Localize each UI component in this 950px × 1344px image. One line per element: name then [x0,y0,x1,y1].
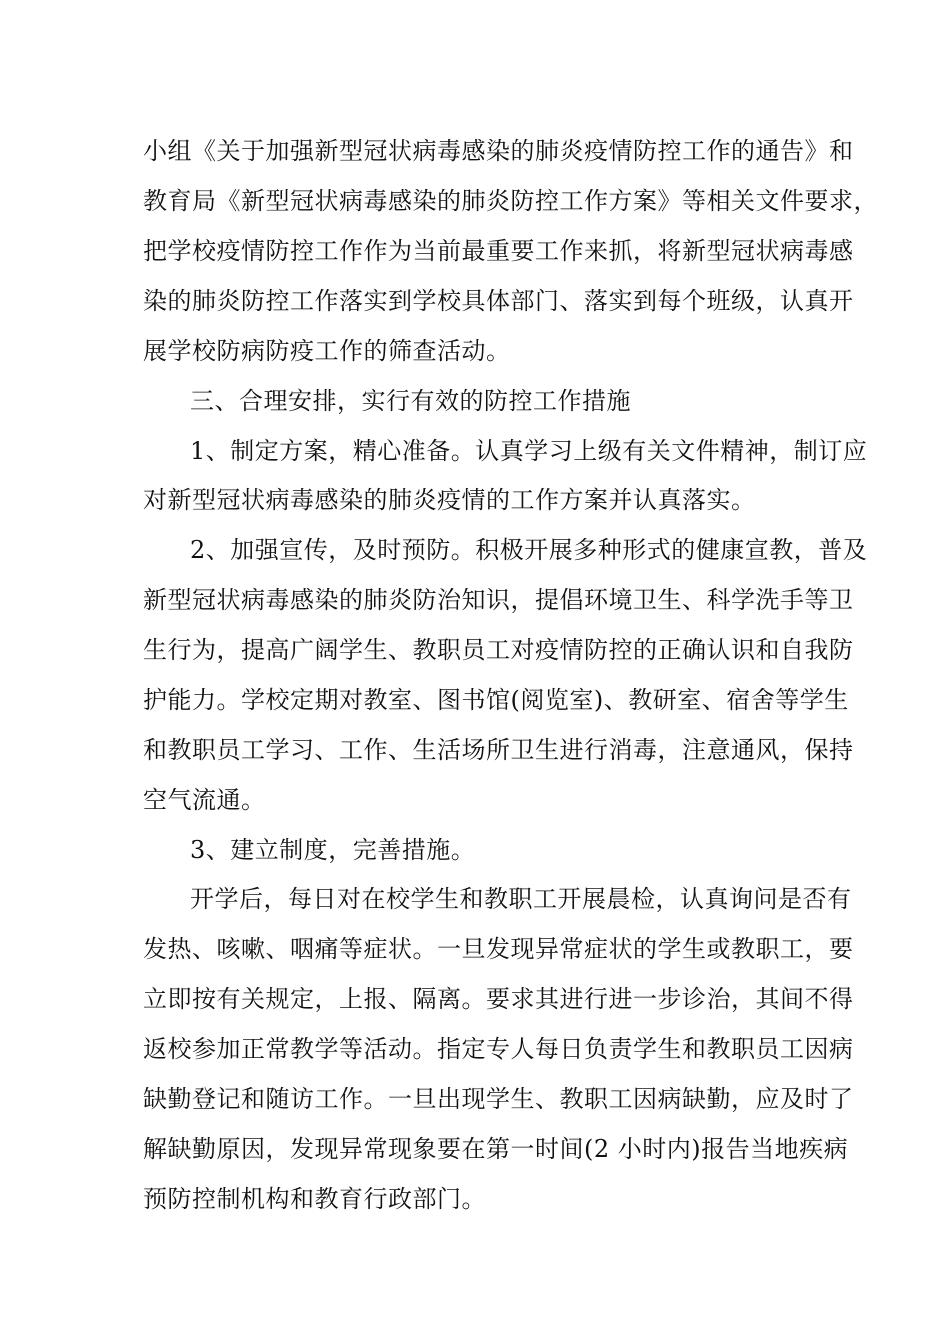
section-heading: 三、合理安排，实行有效的防控工作措施 [190,387,631,415]
text-line: 返校参加正常教学等活动。指定专人每日负责学生和教职员工因病 [143,1035,854,1063]
text-line: 生行为，提高广阔学生、教职员工对疫情防控的正确认识和自我防 [143,636,854,664]
text-line: 对新型冠状病毒感染的肺炎疫情的工作方案并认真落实。 [143,486,756,514]
text-line: 教育局《新型冠状病毒感染的肺炎防控工作方案》等相关文件要求， [143,187,878,215]
text-line: 预防控制机构和教育行政部门。 [143,1185,486,1213]
paragraph-start-line: 开学后，每日对在校学生和教职工开展晨检，认真询问是否有 [190,885,852,913]
text-line: 染的肺炎防控工作落实到学校具体部门、落实到每个班级，认真开 [143,287,854,315]
text-line: 发热、咳嗽、咽痛等症状。一旦发现异常症状的学生或教职工，要 [143,935,854,963]
text-line: 护能力。学校定期对教室、图书馆(阅览室)、教研室、宿舍等学生 [143,686,849,714]
text-line: 缺勤登记和随访工作。一旦出现学生、教职工因病缺勤，应及时了 [143,1085,854,1113]
text-line: 新型冠状病毒感染的肺炎防治知识，提倡环境卫生、科学洗手等卫 [143,586,854,614]
text-line: 解缺勤原因，发现异常现象要在第一时间(2 小时内)报告当地疾病 [143,1135,849,1163]
text-line: 立即按有关规定，上报、隔离。要求其进行进一步诊治，其间不得 [143,985,854,1013]
text-line: 展学校防病防疫工作的筛查活动。 [143,337,511,365]
text-line: 把学校疫情防控工作作为当前最重要工作来抓，将新型冠状病毒感 [143,237,854,265]
paragraph-start-line: 3、建立制度，完善措施。 [190,836,476,864]
paragraph-start-line: 2、加强宣传，及时预防。积极开展多种形式的健康宣教，普及 [190,536,868,564]
text-line: 和教职员工学习、工作、生活场所卫生进行消毒，注意通风，保持 [143,736,854,764]
paragraph-start-line: 1、制定方案，精心准备。认真学习上级有关文件精神，制订应 [190,437,868,465]
text-line: 小组《关于加强新型冠状病毒感染的肺炎疫情防控工作的通告》和 [143,137,854,165]
text-line: 空气流通。 [143,786,266,814]
